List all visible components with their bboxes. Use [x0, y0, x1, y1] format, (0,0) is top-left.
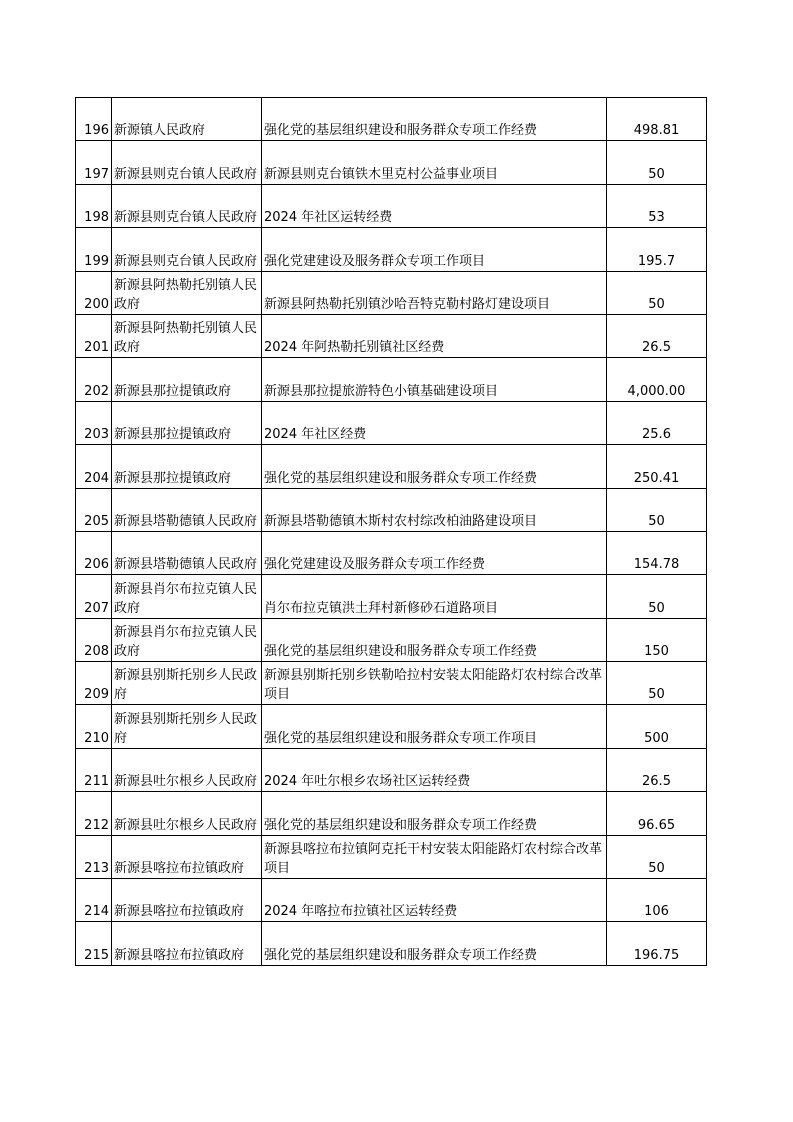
- unit-name: 新源县别斯托别乡人民政府: [112, 662, 262, 705]
- amount: 26.5: [607, 314, 707, 357]
- project-name: 新源县那拉提旅游特色小镇基础建设项目: [262, 358, 607, 401]
- row-number: 211: [76, 748, 112, 791]
- unit-name: 新源县肖尔布拉克镇人民政府: [112, 618, 262, 661]
- project-name: 肖尔布拉克镇洪土拜村新修砂石道路项目: [262, 575, 607, 618]
- amount: 195.7: [607, 228, 707, 271]
- table-row: [76, 98, 707, 141]
- row-number: 204: [76, 445, 112, 488]
- funds-table: [75, 97, 707, 966]
- unit-name: 新源县喀拉布拉镇政府: [112, 879, 262, 922]
- project-name: 新源县塔勒德镇木斯村农村综改柏油路建设项目: [262, 488, 607, 531]
- project-name: 强化党建建设及服务群众专项工作项目: [262, 228, 607, 271]
- row-number: 200: [76, 271, 112, 314]
- unit-name: 新源县阿热勒托别镇人民政府: [112, 314, 262, 357]
- project-name: 新源县阿热勒托别镇沙哈吾特克勒村路灯建设项目: [262, 271, 607, 314]
- table-body: [76, 98, 707, 966]
- project-name: 2024 年社区经费: [262, 401, 607, 444]
- unit-name: 新源县那拉提镇政府: [112, 445, 262, 488]
- project-name: 新源县则克台镇铁木里克村公益事业项目: [262, 141, 607, 184]
- project-name: 2024 年喀拉布拉镇社区运转经费: [262, 879, 607, 922]
- project-name: 强化党的基层组织建设和服务群众专项工作经费: [262, 445, 607, 488]
- unit-name: 新源县吐尔根乡人民政府: [112, 748, 262, 791]
- table-row: [76, 879, 707, 922]
- unit-name: 新源县那拉提镇政府: [112, 358, 262, 401]
- unit-name: 新源县喀拉布拉镇政府: [112, 922, 262, 965]
- row-number: 212: [76, 792, 112, 835]
- row-number: 208: [76, 618, 112, 661]
- project-name: 2024 年阿热勒托别镇社区经费: [262, 314, 607, 357]
- amount: 498.81: [607, 98, 707, 141]
- unit-name: 新源县肖尔布拉克镇人民政府: [112, 575, 262, 618]
- table-row: [76, 922, 707, 965]
- row-number: 199: [76, 228, 112, 271]
- table-row: [76, 228, 707, 271]
- amount: 154.78: [607, 531, 707, 574]
- table-row: [76, 271, 707, 314]
- amount: 50: [607, 141, 707, 184]
- amount: 26.5: [607, 748, 707, 791]
- project-name: 强化党的基层组织建设和服务群众专项工作项目: [262, 705, 607, 748]
- row-number: 196: [76, 98, 112, 141]
- project-name: 强化党的基层组织建设和服务群众专项工作经费: [262, 618, 607, 661]
- amount: 50: [607, 575, 707, 618]
- table-row: [76, 792, 707, 835]
- amount: 196.75: [607, 922, 707, 965]
- project-name: 2024 年吐尔根乡农场社区运转经费: [262, 748, 607, 791]
- amount: 50: [607, 488, 707, 531]
- table-row: [76, 184, 707, 227]
- amount: 50: [607, 271, 707, 314]
- row-number: 206: [76, 531, 112, 574]
- unit-name: 新源县阿热勒托别镇人民政府: [112, 271, 262, 314]
- unit-name: 新源县则克台镇人民政府: [112, 228, 262, 271]
- row-number: 210: [76, 705, 112, 748]
- table-row: [76, 748, 707, 791]
- amount: 25.6: [607, 401, 707, 444]
- table-row: [76, 141, 707, 184]
- unit-name: 新源镇人民政府: [112, 98, 262, 141]
- unit-name: 新源县则克台镇人民政府: [112, 141, 262, 184]
- amount: 500: [607, 705, 707, 748]
- row-number: 197: [76, 141, 112, 184]
- table-row: [76, 401, 707, 444]
- unit-name: 新源县别斯托别乡人民政府: [112, 705, 262, 748]
- row-number: 201: [76, 314, 112, 357]
- amount: 106: [607, 879, 707, 922]
- table-row: [76, 445, 707, 488]
- unit-name: 新源县喀拉布拉镇政府: [112, 835, 262, 878]
- project-name: 新源县别斯托别乡铁勒哈拉村安装太阳能路灯农村综合改革项目: [262, 662, 607, 705]
- unit-name: 新源县吐尔根乡人民政府: [112, 792, 262, 835]
- row-number: 215: [76, 922, 112, 965]
- unit-name: 新源县塔勒德镇人民政府: [112, 488, 262, 531]
- unit-name: 新源县那拉提镇政府: [112, 401, 262, 444]
- row-number: 214: [76, 879, 112, 922]
- table-row: [76, 531, 707, 574]
- project-name: 强化党的基层组织建设和服务群众专项工作经费: [262, 98, 607, 141]
- amount: 53: [607, 184, 707, 227]
- row-number: 209: [76, 662, 112, 705]
- row-number: 207: [76, 575, 112, 618]
- table-row: [76, 835, 707, 878]
- project-name: 新源县喀拉布拉镇阿克托干村安装太阳能路灯农村综合改革项目: [262, 835, 607, 878]
- row-number: 213: [76, 835, 112, 878]
- row-number: 202: [76, 358, 112, 401]
- project-name: 2024 年社区运转经费: [262, 184, 607, 227]
- project-name: 强化党的基层组织建设和服务群众专项工作经费: [262, 792, 607, 835]
- amount: 50: [607, 835, 707, 878]
- table-row: [76, 488, 707, 531]
- amount: 250.41: [607, 445, 707, 488]
- table-row: [76, 662, 707, 705]
- table-row: [76, 314, 707, 357]
- amount: 4,000.00: [607, 358, 707, 401]
- project-name: 强化党建建设及服务群众专项工作经费: [262, 531, 607, 574]
- row-number: 198: [76, 184, 112, 227]
- amount: 96.65: [607, 792, 707, 835]
- amount: 50: [607, 662, 707, 705]
- table-row: [76, 358, 707, 401]
- table-row: [76, 705, 707, 748]
- unit-name: 新源县则克台镇人民政府: [112, 184, 262, 227]
- table-row: [76, 618, 707, 661]
- row-number: 203: [76, 401, 112, 444]
- unit-name: 新源县塔勒德镇人民政府: [112, 531, 262, 574]
- amount: 150: [607, 618, 707, 661]
- table-row: [76, 575, 707, 618]
- project-name: 强化党的基层组织建设和服务群众专项工作经费: [262, 922, 607, 965]
- row-number: 205: [76, 488, 112, 531]
